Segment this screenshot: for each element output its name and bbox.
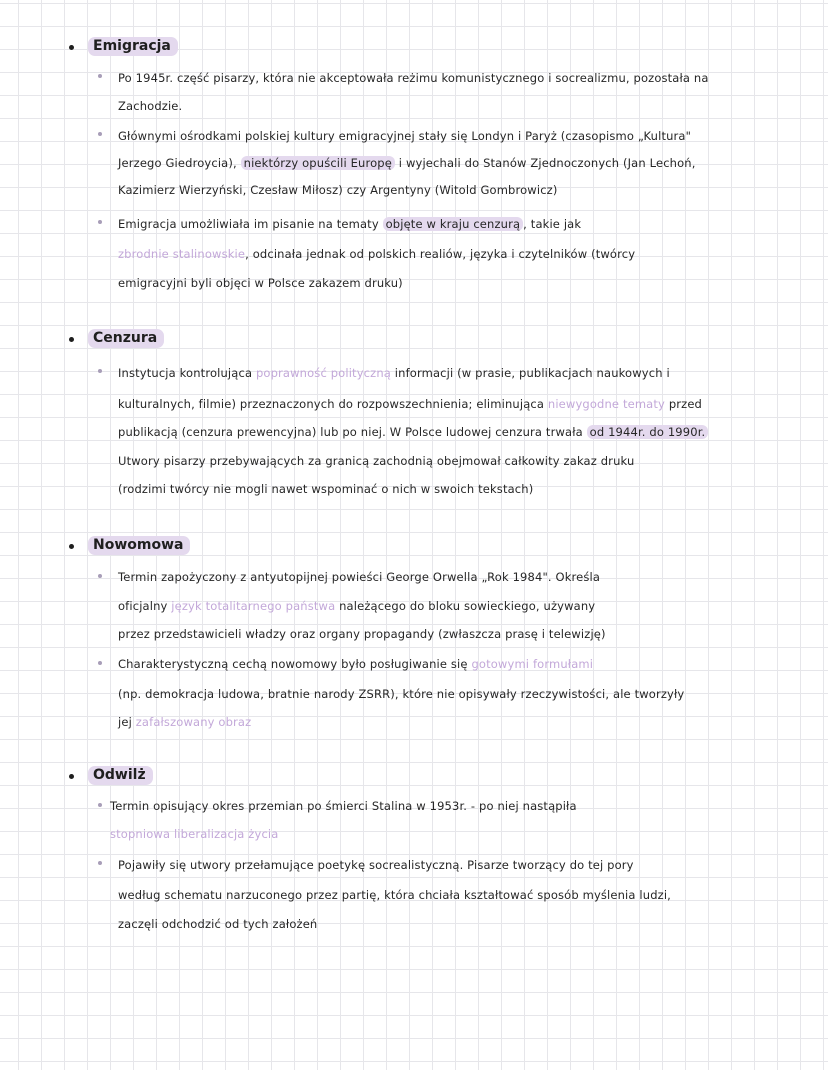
- pink-phrase: gotowymi formułami: [471, 657, 594, 671]
- pink-phrase: stopniowa liberalizacja życia: [110, 827, 279, 841]
- text-run: jej: [118, 715, 132, 729]
- text-line: [118, 155, 696, 171]
- paragraph-bullet: [98, 574, 102, 578]
- text-line: przez przedstawicieli władzy oraz organy propagandy (zwłaszcza prasę i telewizję): [118, 627, 606, 641]
- text-run: informacji (w prasie, publikacjach naukowych i: [394, 366, 670, 380]
- paragraph-bullet: [98, 861, 102, 865]
- section-bullet: [69, 45, 74, 50]
- text-line: [118, 246, 635, 262]
- text-line: emigracyjni byli objęci w Polsce zakazem druku): [118, 276, 403, 290]
- text-line: [118, 396, 702, 412]
- text-run: Jerzego Giedroycia),: [118, 156, 237, 170]
- text-line: [110, 826, 278, 842]
- text-line: Termin zapożyczony z antyutopijnej powieści George Orwella „Rok 1984". Określa: [118, 570, 601, 584]
- pink-phrase: niewygodne tematy: [547, 397, 665, 411]
- text-line: według schematu narzuconego przez partię, która chciała kształtować sposób myślenia ludzi,: [118, 888, 671, 902]
- section-heading: Odwilż: [88, 766, 153, 785]
- text-run: Charakterystyczną cechą nowomowy było posługiwanie się: [118, 657, 468, 671]
- pink-phrase: język totalitarnego państwa: [171, 599, 336, 613]
- text-line: [118, 365, 670, 381]
- text-run: publikacją (cenzura prewencyjna) lub po niej. W Polsce ludowej cenzura trwała: [118, 425, 583, 439]
- text-run: kulturalnych, filmie) przeznaczonych do rozpowszechnienia; eliminująca: [118, 397, 545, 411]
- pink-phrase: zbrodnie stalinowskie: [118, 247, 246, 261]
- text-run: , takie jak: [523, 217, 582, 231]
- text-run: należącego do bloku sowieckiego, używany: [339, 599, 596, 613]
- pink-phrase: poprawność polityczną: [255, 366, 391, 380]
- highlighted-phrase: od 1944r. do 1990r.: [587, 425, 709, 439]
- text-run: Instytucja kontrolująca: [118, 366, 253, 380]
- text-line: Głównymi ośrodkami polskiej kultury emigracyjnej stały się Londyn i Paryż (czasopismo „Kultura": [118, 129, 692, 143]
- text-line: zaczęli odchodzić od tych założeń: [118, 917, 318, 931]
- text-line: Termin opisujący okres przemian po śmierci Stalina w 1953r. - po niej nastąpiła: [110, 799, 577, 813]
- highlighted-phrase: niektórzy opuścili Europę: [241, 156, 395, 170]
- section-bullet: [69, 337, 74, 342]
- section-heading: Emigracja: [88, 37, 178, 56]
- text-line: [118, 656, 593, 672]
- text-run: i wyjechali do Stanów Zjednoczonych (Jan Lechoń,: [398, 156, 696, 170]
- text-line: [118, 714, 251, 730]
- text-line: Zachodzie.: [118, 99, 183, 113]
- text-line: (rodzimi twórcy nie mogli nawet wspominać o nich w swoich tekstach): [118, 482, 534, 496]
- section-bullet: [69, 544, 74, 549]
- text-run: przed: [668, 397, 703, 411]
- pink-phrase: zafałszowany obraz: [135, 715, 252, 729]
- section-heading: Cenzura: [88, 329, 164, 348]
- text-line: [118, 598, 595, 614]
- paragraph-bullet: [98, 132, 102, 136]
- text-run: Emigracja umożliwiała im pisanie na tematy: [118, 217, 379, 231]
- paragraph-bullet: [98, 369, 102, 373]
- text-run: oficjalny: [118, 599, 168, 613]
- paragraph-bullet: [98, 220, 102, 224]
- section-bullet: [69, 774, 74, 779]
- text-line: Po 1945r. część pisarzy, która nie akceptowała reżimu komunistycznego i socrealizmu, pozostała na: [118, 71, 709, 85]
- text-line: [118, 216, 581, 232]
- text-line: [118, 424, 708, 440]
- paragraph-bullet: [98, 74, 102, 78]
- paragraph-bullet: [98, 661, 102, 665]
- text-line: Pojawiły się utwory przełamujące poetykę socrealistyczną. Pisarze tworzący do tej pory: [118, 858, 634, 872]
- text-line: (np. demokracja ludowa, bratnie narody ZSRR), które nie opisywały rzeczywistości, ale tworzyły: [118, 687, 685, 701]
- text-line: Kazimierz Wierzyński, Czesław Miłosz) czy Argentyny (Witold Gombrowicz): [118, 183, 558, 197]
- text-line: Utwory pisarzy przebywających za granicą zachodnią obejmował całkowity zakaz druku: [118, 454, 635, 468]
- text-run: , odcinała jednak od polskich realiów, języka i czytelników (twórcy: [245, 247, 636, 261]
- highlighted-phrase: objęte w kraju cenzurą: [383, 217, 524, 231]
- paragraph-bullet: [98, 803, 102, 807]
- section-heading: Nowomowa: [88, 536, 190, 555]
